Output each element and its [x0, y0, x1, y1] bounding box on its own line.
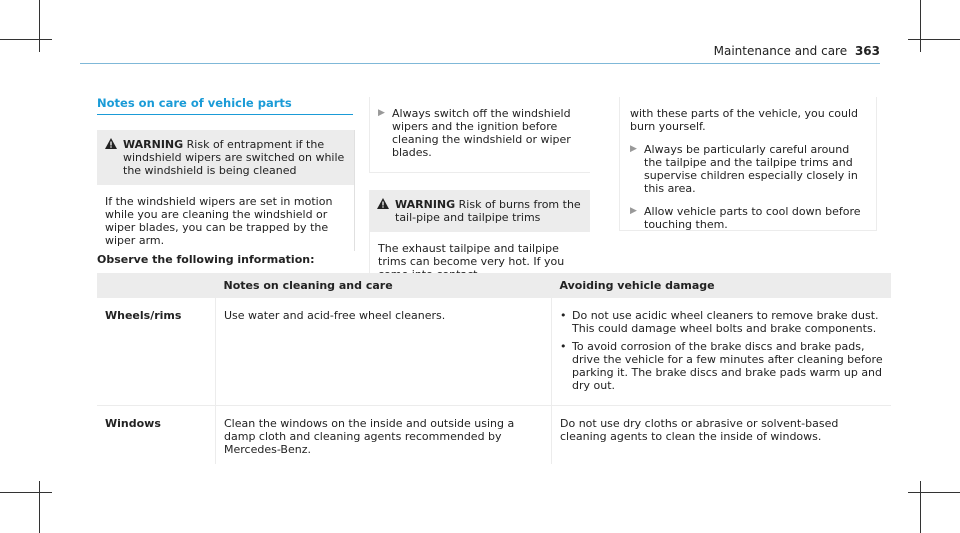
arrow-icon: ▶ — [630, 144, 637, 154]
warning-label: WARNING — [123, 138, 184, 151]
arrow-icon: ▶ — [630, 206, 637, 216]
crop-mark — [908, 492, 960, 493]
row-label: Wheels/rims — [97, 298, 216, 406]
table-cell: Clean the windows on the inside and outside using a damp cloth and cleaning agents recommended by Mercedes-Benz. — [216, 406, 552, 465]
crop-mark — [0, 492, 52, 493]
column-header — [97, 273, 216, 298]
arrow-icon: ▶ — [378, 108, 385, 118]
instruction-item — [378, 107, 590, 159]
crop-mark — [0, 39, 52, 40]
warning-header — [97, 130, 354, 185]
instruction-text: Always be particularly careful around the tailpipe and the tailpipe trims and supervise children especially closely in this area. — [644, 143, 858, 195]
header-rule — [80, 63, 880, 64]
table-cell: Do not use dry cloths or abrasive or solvent-based cleaning agents to clean the inside of windows. — [552, 406, 892, 465]
warning-header — [369, 190, 590, 232]
instruction-text: Allow vehicle parts to cool down before touching them. — [644, 205, 861, 231]
section-heading: Notes on care of vehicle parts — [97, 97, 353, 115]
bullet-list — [560, 309, 883, 392]
list-item — [560, 340, 883, 392]
page-number: 363 — [854, 44, 880, 58]
table-row — [97, 298, 891, 406]
instruction-text: Always switch off the windshield wipers and the ignition before cleaning the windshield or wiper blades. — [392, 107, 571, 159]
warning-box — [97, 130, 355, 251]
warning-icon — [377, 198, 395, 224]
info-table — [97, 273, 891, 464]
column-2 — [369, 97, 590, 292]
table-header-row — [97, 273, 891, 298]
list-item-text: To avoid corrosion of the brake discs and brake pads, drive the vehicle for a few minutes after cleaning before parking it. The brake discs and brake pads warm up and dry out. — [572, 340, 883, 392]
table-cell — [552, 298, 892, 406]
warning-body: The exhaust tailpipe and tailpipe trims can become very hot. If you — [369, 232, 590, 292]
instruction-block — [369, 97, 590, 173]
warning-icon — [105, 138, 123, 177]
crop-mark — [39, 481, 40, 533]
column-header: Notes on cleaning and care — [216, 273, 552, 298]
crop-mark — [920, 0, 921, 52]
crop-mark — [39, 0, 40, 52]
table-cell: Use water and acid-free wheel cleaners. — [216, 298, 552, 406]
section-title: Maintenance and care — [713, 44, 848, 58]
column-3 — [619, 97, 877, 231]
list-item-text: Do not use acidic wheel cleaners to remove brake dust. This could damage wheel bolts and brake components. — [572, 309, 879, 335]
warning-body: If the windshield wipers are set in motion while you are cleaning the windshield or wiper blades, you can be trapped by the wiper arm. — [105, 195, 333, 247]
warning-label: WARNING — [395, 198, 456, 211]
warning-text — [395, 198, 582, 224]
instruction-item — [630, 205, 868, 231]
table-intro: Observe the following information: — [97, 253, 315, 266]
crop-mark — [908, 39, 960, 40]
warning-description: Risk of entrapment if the windshield wipers are switched on while the windshield is being cleaned — [123, 138, 345, 177]
bullet-icon: • — [560, 340, 567, 353]
page-header — [714, 44, 880, 58]
row-label: Windows — [105, 417, 161, 430]
warning-body-continued: with these parts of the vehicle, you could burn yourself. — [630, 107, 858, 133]
warning-text — [123, 138, 346, 177]
list-item — [560, 309, 883, 335]
crop-mark — [920, 481, 921, 533]
instruction-item — [630, 143, 868, 195]
warning-description: Risk of burns from the tail-pipe and tailpipe trims — [395, 198, 581, 224]
column-1 — [97, 97, 355, 251]
bullet-icon: • — [560, 309, 567, 322]
column-header: Avoiding vehicle damage — [552, 273, 892, 298]
table-row — [97, 406, 891, 465]
